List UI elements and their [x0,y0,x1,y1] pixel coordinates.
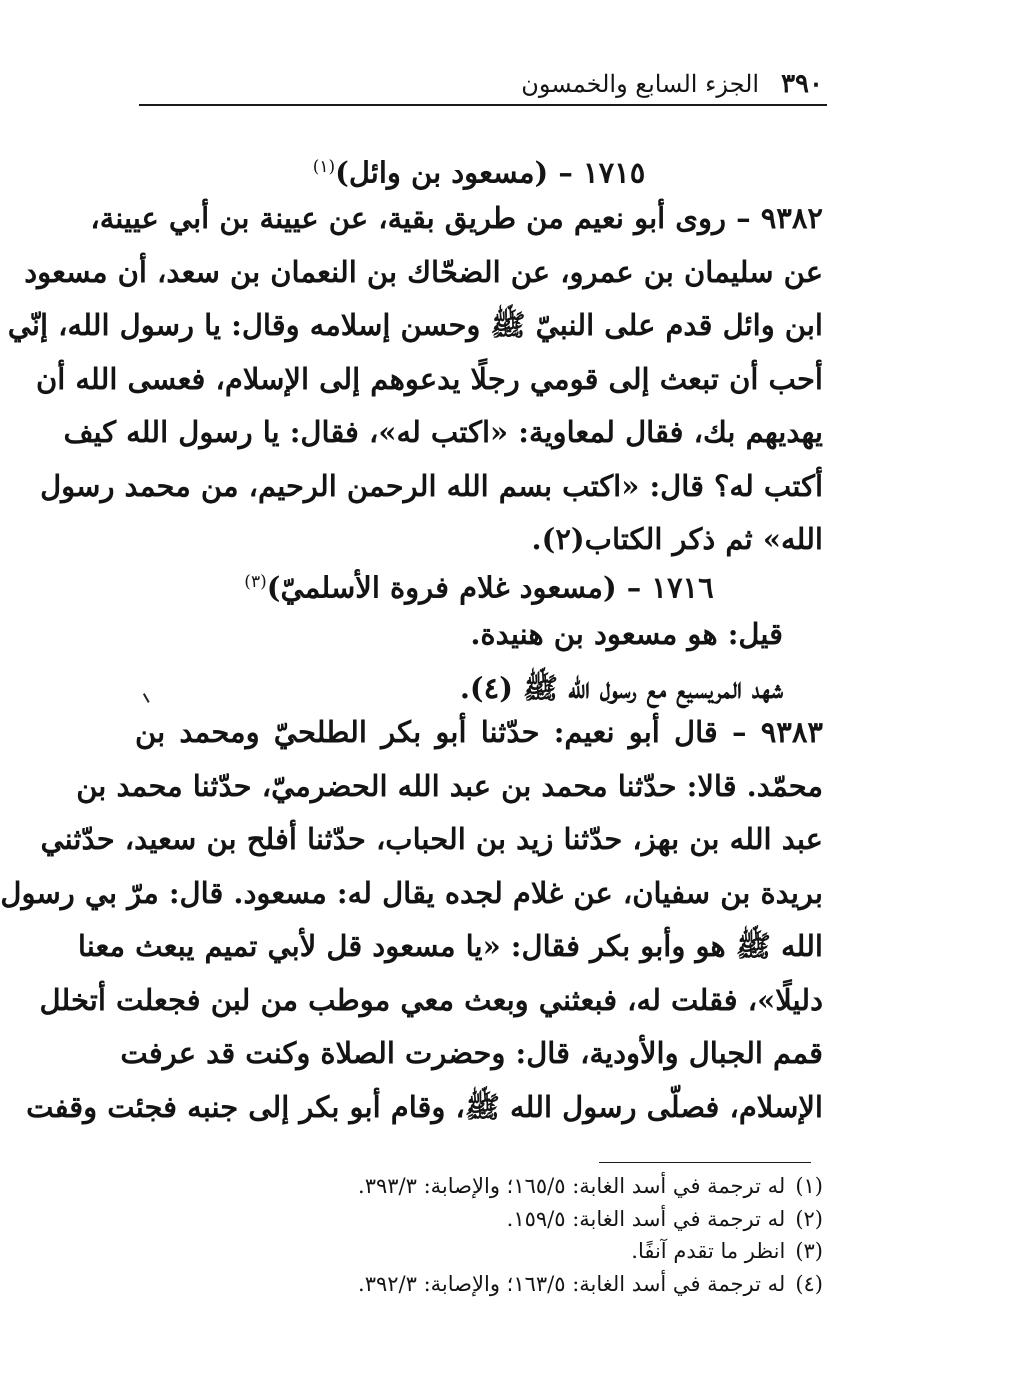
text-line: يهديهم بك، فقال لمعاوية: «اكتب له»، فقال: يا رسول الله كيف [63,415,823,449]
hadith-9383 [0,706,823,1134]
entry-1716-notes [135,608,823,715]
footnote-item [223,1170,823,1203]
footnote-text: له ترجمة في أسد الغابة: ١٦٥/٥؛ والإصابة: ٣٩٣/٣. [358,1174,786,1198]
footnote-text: له ترجمة في أسد الغابة: ١٥٩/٥. [506,1206,786,1231]
footnote-item [223,1203,823,1236]
text-line: الله» ثم ذكر الكتاب(٢). [531,522,823,556]
entry-number: ١٧١٥ [583,155,646,190]
text-line: ٩٣٨٢ – روى أبو نعيم من طريق بقية، عن عيينة بن أبي عيينة، [90,201,823,235]
footnote-text: انظر ما تقدم آنفًا. [631,1239,786,1263]
entry-title: (مسعود غلام فروة الأسلميّ) [266,570,617,605]
entry-note: قيل: هو مسعود بن هنيدة. [470,617,783,651]
footnote-number: (٣) [795,1239,823,1263]
page-number: ٣٩٠ [781,69,823,99]
entry-dash: – [558,155,573,190]
text-line: عن سليمان بن عمرو، عن الضحّاك بن النعمان بن سعد، أن مسعود [24,254,823,289]
text-line: الله ﷺ هو وأبو بكر فقال: «يا مسعود قل لأبي تميم يبعث معنا [77,929,823,963]
footnote-mark: (١) [312,157,336,177]
footnotes [223,1170,823,1300]
entry-heading-1715 [135,145,823,195]
text-line: الإسلام، فصلّى رسول الله ﷺ، وقام أبو بكر إلى جنبه فجئت وقفت [26,1089,823,1124]
footnote-item [223,1268,823,1301]
volume-title: الجزء السابع والخمسون [521,70,760,98]
entry-note: شهد المريسيع مع رسول الله ﷺ (٤). [459,670,783,705]
entry-heading-1716 [135,560,823,610]
text-line: بريدة بن سفيان، عن غلام لجده يقال له: مسعود. قال: مرّ بي رسول [0,875,823,910]
text-line: دليلًا»، فقلت له، فبعثني وبعث معي موطب من لبن فجعلت أتخلل [39,982,823,1017]
footnote-rule [599,1162,811,1163]
header-rule [139,104,827,106]
footnote-number: (٤) [795,1271,823,1296]
text-line: عبد الله بن بهز، حدّثنا زيد بن الحباب، حدّثنا أفلح بن سعيد، حدّثني [40,822,823,856]
running-header [143,64,823,104]
entry-number: ١٧١٦ [651,570,714,605]
text-line: أكتب له؟ قال: «اكتب بسم الله الرحمن الرحيم، من محمد رسول [40,468,823,503]
text-line: ٩٣٨٣ – قال أبو نعيم: حدّثنا أبو بكر الطلحيّ ومحمد بن [135,715,823,749]
text-line: ابن وائل قدم على النبيّ ﷺ وحسن إسلامه وقال: يا رسول الله، إنّي [7,308,823,342]
text-line: محمّد. قالا: حدّثنا محمد بن عبد الله الحضرميّ، حدّثنا محمد بن [76,768,823,803]
footnote-number: (٢) [795,1206,823,1231]
entry-title: (مسعود بن وائل) [335,155,549,190]
entry-dash: – [626,570,642,605]
hadith-9382 [7,192,823,567]
footnote-text: له ترجمة في أسد الغابة: ١٦٣/٥؛ والإصابة: ٣٩٢/٣. [358,1271,786,1296]
footnote-number: (١) [795,1174,823,1198]
footnote-item [223,1235,823,1268]
footnote-mark: (٣) [244,572,267,592]
text-line: أحب أن تبعث إلى قومي رجلًا يدعوهم إلى الإسلام، فعسى الله أن [35,361,823,396]
text-line: قمم الجبال والأودية، قال: وحضرت الصلاة وكنت قد عرفت [120,1036,823,1070]
